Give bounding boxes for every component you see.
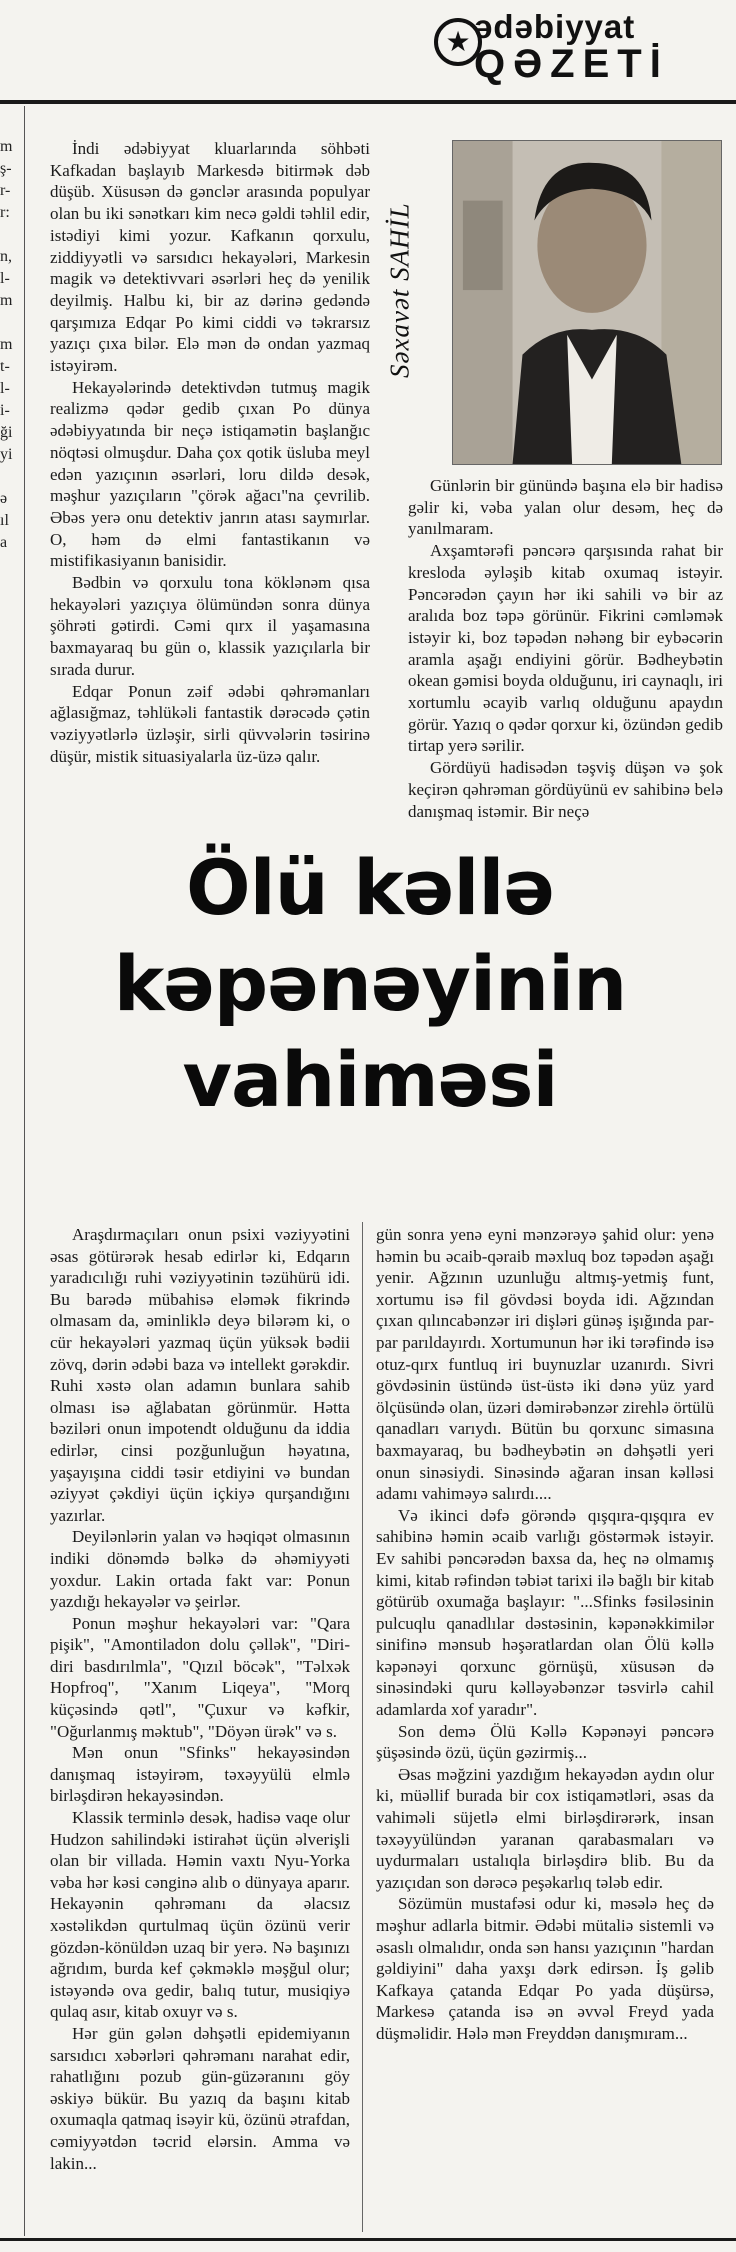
paragraph: Və ikinci dəfə görəndə qışqıra-qışqıra ev sahibinə həmin əcaib varlığı göstərmək istəyir. Ev sahibi pəncərədən baxsa da, heç nə olmamış kimi, kitab rəfindən təbiət tarixi ilə bağlı bir kitab götürüb oxumağa başlayır: "...Sfinks fəsiləsinin pulcuqlu qanadlılar dəstəsinin, kəpənəkkimilər sinifinə mənsub həşəratlardan olan Ölü kəllə kəpənəyi qorxunc görnüşü, xüsusən də sinəsindəki quru kəlləyəbənzər təsvirlə cahil adamlarda xof yaradır". — [376, 1505, 714, 1720]
masthead — [430, 8, 680, 88]
fragment: i- — [0, 402, 10, 419]
paragraph: Ponun məşhur hekayələri var: "Qara pişik", "Amontiladon dolu çəllək", "Diri-diri basdırılmla", "Qızıl böcək", "Təlxək Hopfroq", "Xanım Liqeya", "Morq küçəsində qətl", "Çuxur və kəfkir, "Oğurlanmış məktub", "Döyən ürək" və s. — [50, 1613, 350, 1741]
star-emblem-icon: ★ — [434, 18, 482, 66]
headline-line-2: kəpənəyinin — [113, 939, 627, 1028]
previous-column-fragments — [0, 136, 22, 554]
paragraph: Deyilənlərin yalan və həqiqət olmasının indiki dönəmdə bəlkə də əhəmiyyəti yoxdur. Lakin ortada fakt var: Ponun yazdığı hekayələr və şeirlər. — [50, 1527, 350, 1612]
paragraph: Son demə Ölü Kəllə Kəpənəyi pəncərə şüşəsində özü, üçün gəzirmiş... — [376, 1721, 714, 1763]
headline-line-1: Ölü kəllə — [186, 843, 554, 932]
paragraph: Sözümün mustafəsi odur ki, məsələ heç də məşhur adlarla bitmir. Ədəbi mütaliə sistemli və əsaslı olmalıdır, onda sən hansı yazıçının "hardan gəldiyini" daha yaxşı dərk edirsən. İş gəlib Kafkaya çatanda Edqar Po yada düşürsə, Markesə çatanda isə ən əvvəl Freyd yada düşməlidir. Hələ mən Freyddən danışmıram... — [376, 1894, 714, 2043]
paragraph: Edqar Ponun zəif ədəbi qəhrəmanları ağlasığmaz, təhlükəli fantastik dərəcədə çətin vəziyyətlərlə üzləşir, sirli qüvvələrin təsirinə düşür, mistik situasiyalarla üz-üzə qalır. — [50, 681, 370, 766]
fragment — [0, 466, 22, 488]
right-top-column — [408, 475, 723, 822]
lower-right-column — [376, 1224, 714, 2045]
paragraph: Araşdırmaçıları onun psixi vəziyyətini əsas götürərək hesab edirlər ki, Edqarın yaradıcılığı ruhi vəziyyətinin təzühürü idi. Bu barədə mübahisə eləmək fikrində olmasam da, əminliklə deyə bilərəm ki, o cür hekayələri yazmaq üçün yüksək bədii zövq, dərin ədəbi baza və intellekt gərəkdir. Ruhi xəstə olan adamın bunlara sahib olması isə ağlabatan görünmür. Hətta bəziləri onun impotendt olduğunu da iddia edirlər, cinsi pozğunluğun həyatına, yaşayışına ciddi təsir etdiyini və bundan əziyyət çəkdiyi üçün içkiyə qurşandığını yazırlar. — [50, 1225, 350, 1525]
paragraph: Hekayələrində detektivdən tutmuş magik realizmə qədər gedib çıxan Po dünya ədəbiyyatında bir neçə istiqamətin başlanğıc nöqtəsi olmuşdur. Daha çox qotik üsluba meyl edən yazıçının əsərləri, loru dildə desək, məşhur yazıçıların "çörək ağacı"na çevrilib. Əbəs yerə onu detektiv janrın atası saymırlar. O, həm də elmi fantastikanın və mistifikasiyanın banisidir. — [50, 377, 370, 571]
paragraph: Mən onun "Sfinks" hekayəsindən danışmaq istəyirəm, təxəyyülü elmlə birləşdirən hekayəsindən. — [50, 1743, 350, 1806]
paragraph: İndi ədəbiyyat kluarlarında söhbəti Kafkadan başlayıb Markesdə bitirmək dəb düşüb. Xüsusən də gənclər arasında populyar olan bu iki sənətkarı kim necə gəldi təhlil edir, istədiyi kimi yozur. Kafkanın qorxulu, ziddiyyətli və sarsıdıcı hekayələri, Markesin magik və detektivvari əsərləri heç də yenilik deyilmiş. Halbu ki, bir az dərinə gedəndə qarşımıza Edqar Po kimi ciddi və təkrarsız yazıçı çıxa bilər. Elə mən də ondan yazmaq istəyirəm. — [50, 139, 370, 376]
fragment: n, — [0, 248, 12, 265]
fragment: ği — [0, 424, 13, 441]
fragment: ə — [0, 490, 8, 507]
masthead-line2: QƏZETİ — [474, 42, 669, 86]
fragment: r- — [0, 182, 11, 199]
author-photo — [452, 140, 722, 465]
fragment: m — [0, 336, 13, 353]
column-divider — [362, 1222, 363, 2232]
fragment: ıl — [0, 512, 9, 529]
paragraph: Bədbin və qorxulu tona köklənəm qısa hekayələri yazıçıya ölümündən sonra dünya şöhrəti gətirdi. Cəmi qırx il yaşamasına baxmayaraq bu gün o, klassik yazıçılarla bir sırada durur. — [50, 573, 370, 679]
fragment: m — [0, 138, 13, 155]
article-headline — [40, 840, 700, 1128]
paragraph: Axşamtərəfi pəncərə qarşısında rahat bir kresloda əyləşib kitab oxumaq istəyir. Pəncərədən çayın hər iki sahili və bir az aralıda boz təpə görünür. Fikrini cəmləmək istəyir ki, boz təpədən nəhəng bir eybəcərin aramla aşağı endiyini görür. Bədheybətin okean gəmisi boyda olduğunu, iri caynaqlı, iri xortumlu əcayib varlıq olduğunu apaydın görür. Yazıq o qədər qorxur ki, özündən gedib tirtap yerə sərilir. — [408, 541, 723, 756]
lower-left-column — [50, 1224, 350, 2174]
paragraph: Hər gün gələn dəhşətli epidemiyanın sarsıdıcı xəbərləri qəhrəmanı narahat edir, rahatlığını pozub gün-güzəranını göy əskiyə bükür. Bu yazıq da başını kitab oxumaqla qatmaq isəyir kü, özünü ətrafdan, cəmiyyətdən təcrid elərsin. Amma və lakin... — [50, 2023, 350, 2173]
paragraph: Günlərin bir günündə başına elə bir hadisə gəlir ki, vəba yalan olur desəm, heç də yanılmaram. — [408, 476, 723, 539]
fragment: yi — [0, 446, 13, 463]
bottom-divider — [0, 2238, 736, 2241]
column-rule — [24, 106, 25, 2236]
portrait-image — [453, 141, 721, 464]
paragraph: Klassik terminlə desək, hadisə vaqe olur Hudzon sahilindəki istirahət üçün əlverişli olan bir villada. Həmin vaxtı Nyu-Yorka vəba hər kəsi cənginə alıb o dünyaya aparır. Hekayənin qəhrəmanı da əlacsız xəstəlikdən qurtulmaq üçün özünü verir gözdən-könüldən uzaq bir yerə. Nə başınızı ağrıdım, burda kef çəkməklə məşğul olur; istəyəndə ova gedir, balıq tutur, musiqiyə qulaq asır, kitab oxuyr və s. — [50, 1808, 350, 2022]
paragraph: Əsas məğzini yazdığım hekayədən aydın olur ki, müəllif burada bir cox istiqamətləri, əsas da vahiməli süjetlə elmi birləşdirərərk, insan təxəyyülündən yaranan qarabasmaları və uydurmaları ustalıqla birləşdirə blib. Bu da yazıçıdan son dərəcə peşəkarlıq tələb edir. — [376, 1764, 714, 1892]
headline-line-3: vahiməsi — [182, 1035, 558, 1124]
masthead-line1: ədəbiyyat — [474, 8, 636, 45]
top-divider — [0, 100, 736, 104]
fragment: t- — [0, 358, 10, 375]
fragment: a — [0, 534, 8, 551]
paragraph: gün sonra yenə eyni mənzərəyə şahid olur: yenə həmin bu əcaib-qəraib məxluq boz təpədən aşağı yenir. Ağzının uzunluğu altmış-yetmiş funt, xortumu isə fil gövdəsi boyda idi. Ağzından çıxan qılıncabənzər iri dişləri günəş işığında par-par parıldayırdı. Xortumunun hər iki tərəfində isə otuz-qırx funtluq iri buynuzlar uzanırdı. Sivri gövdəsinin üstündə üst-üstə iki dənə yüz yard ölçüsündə olan, üzəri dəmirəbənzər zirehlə örtülü qanadları varıydı. Bütün bu qorxunc simasına baxmayaraq, bu bədheybətin ən dəhşətli yeri onun sinəsiydi. Sinəsində ağaran insan kəlləsi adamı vahiməyə salırdı.... — [376, 1225, 714, 1504]
fragment: l- — [0, 270, 10, 287]
fragment — [0, 312, 22, 334]
fragment: r: — [0, 204, 10, 221]
fragment: ş- — [0, 160, 12, 177]
fragment — [0, 224, 22, 246]
author-byline: Səxavət SAHİL — [384, 202, 415, 378]
fragment: l- — [0, 380, 10, 397]
intro-column — [50, 138, 370, 767]
paragraph: Gördüyü hadisədən təşviş düşən və şok keçirən qəhrəman gördüyünü ev sahibinə belə danışmaq istəmir. Bir neçə — [408, 758, 723, 821]
fragment: m — [0, 292, 13, 309]
